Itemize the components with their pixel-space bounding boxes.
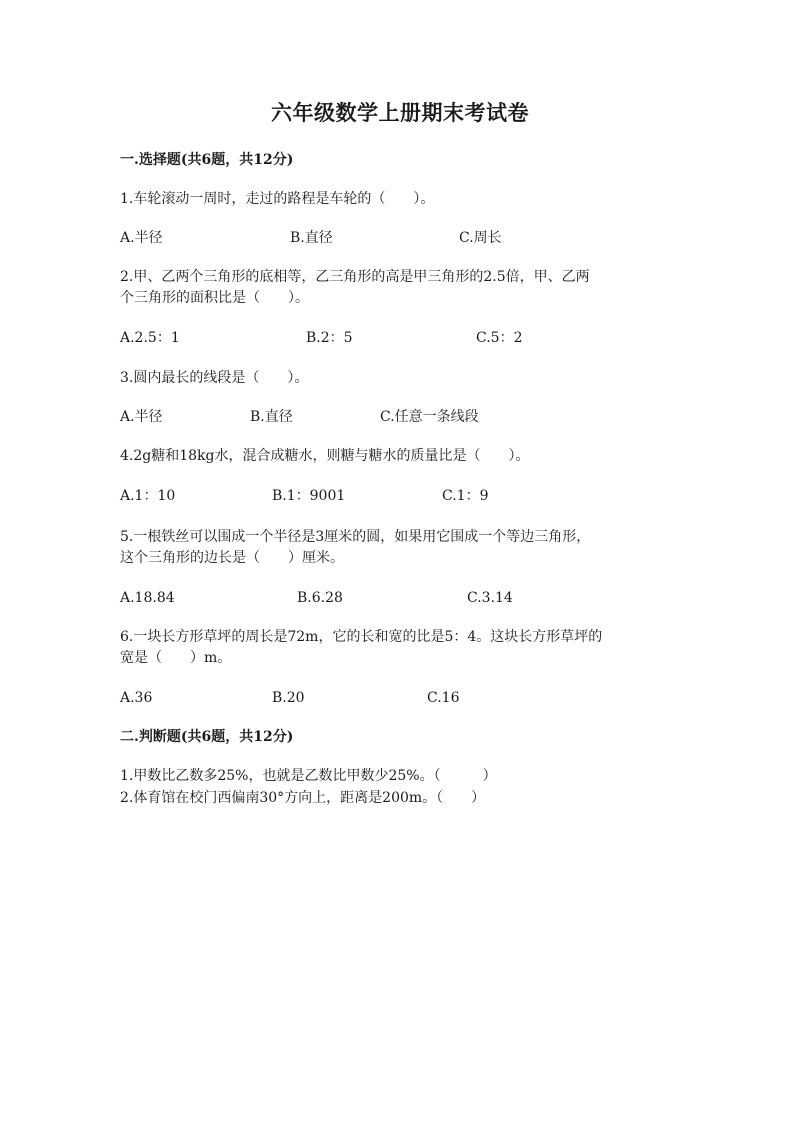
question-2-option-a: A.2.5：1 xyxy=(120,330,180,346)
section-heading-judgement: 二.判断题(共6题，共12分) xyxy=(120,729,294,745)
question-3-option-a: A.半径 xyxy=(120,409,163,425)
question-1-option-b: B.直径 xyxy=(290,230,333,246)
question-5-option-a: A.18.84 xyxy=(120,590,175,606)
question-6-option-b: B.20 xyxy=(272,690,305,706)
question-2-option-c: C.5：2 xyxy=(476,330,523,346)
question-1-option-a: A.半径 xyxy=(120,230,163,246)
question-2-option-b: B.2：5 xyxy=(306,330,353,346)
question-4-text: 4.2g糖和18kg水，混合成糖水，则糖与糖水的质量比是（ ）。 xyxy=(120,448,530,464)
judgement-item-2: 2.体育馆在校门西偏南30°方向上，距离是200m。（ ） xyxy=(120,790,486,806)
question-2-text-line-2: 个三角形的面积比是（ ）。 xyxy=(120,290,309,306)
question-3-option-c: C.任意一条线段 xyxy=(380,409,479,425)
page-title: 六年级数学上册期末考试卷 xyxy=(271,100,529,125)
question-3-option-b: B.直径 xyxy=(250,409,293,425)
question-6-text-line-2: 宽是（ ）m。 xyxy=(120,650,232,666)
question-6-text-line-1: 6.一块长方形草坪的周长是72m，它的长和宽的比是5：4。这块长方形草坪的 xyxy=(120,629,603,645)
question-1-text: 1.车轮滚动一周时，走过的路程是车轮的（ ）。 xyxy=(120,191,435,207)
question-4-option-a: A.1：10 xyxy=(120,488,176,504)
question-6-option-c: C.16 xyxy=(427,690,460,706)
question-4-option-b: B.1：9001 xyxy=(272,488,346,504)
section-heading-choice: 一.选择题(共6题，共12分) xyxy=(120,152,294,168)
question-6-option-a: A.36 xyxy=(120,690,153,706)
question-2-text-line-1: 2.甲、乙两个三角形的底相等，乙三角形的高是甲三角形的2.5倍，甲、乙两 xyxy=(120,269,590,285)
question-1-option-c: C.周长 xyxy=(459,230,502,246)
question-5-option-b: B.6.28 xyxy=(297,590,343,606)
question-4-option-c: C.1：9 xyxy=(442,488,489,504)
question-3-text: 3.圆内最长的线段是（ ）。 xyxy=(120,370,309,386)
judgement-item-1: 1.甲数比乙数多25%，也就是乙数比甲数少25%。（ ） xyxy=(120,768,497,784)
question-5-text-line-2: 这个三角形的边长是（ ）厘米。 xyxy=(120,550,344,566)
question-5-option-c: C.3.14 xyxy=(467,590,513,606)
question-5-text-line-1: 5.一根铁丝可以围成一个半径是3厘米的圆，如果用它围成一个等边三角形， xyxy=(120,529,591,545)
